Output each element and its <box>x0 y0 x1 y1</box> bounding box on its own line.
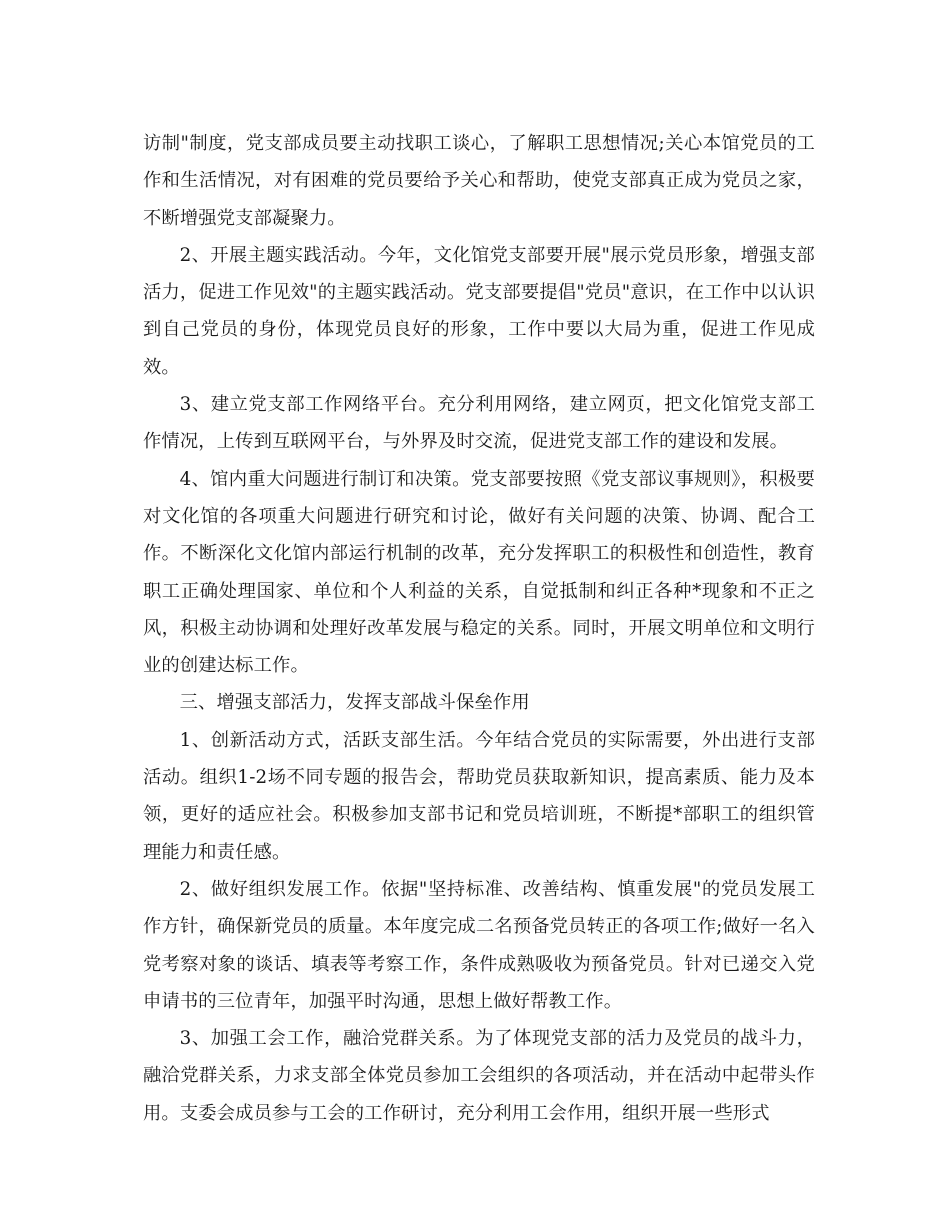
paragraph-continuation: 访制"制度，党支部成员要主动找职工谈心，了解职工思想情况;关心本馆党员的工作和生活情况，对有困难的党员要给予关心和帮助，使党支部真正成为党员之家，不断增强党支部凝聚力。 <box>143 133 815 229</box>
paragraph-item-4-major-decisions: 4、馆内重大问题进行制订和决策。党支部要按照《党支部议事规则》，积极要对文化馆的各项重大问题进行研究和讨论，做好有关问题的决策、协调、配合工作。不断深化文化馆内部运行机制的改革，充分发挥职工的积极性和创造性，教育职工正确处理国家、单位和个人利益的关系，自觉抵制和纠正各种*现象和不正之风，积极主动协调和处理好改革发展与稳定的关系。同时，开展文明单位和文明行业的创建达标工作。 <box>143 468 815 677</box>
paragraph-item-2-theme-practice: 2、开展主题实践活动。今年，文化馆党支部要开展"展示党员形象，增强支部活力，促进工作见效"的主题实践活动。党支部要提倡"党员"意识，在工作中以认识到自己党员的身份，体现党员良好的形象，工作中要以大局为重，促进工作见成效。 <box>143 244 815 378</box>
paragraph-item-1-activities: 1、创新活动方式，活跃支部生活。今年结合党员的实际需要，外出进行支部活动。组织1-2场不同专题的报告会，帮助党员获取新知识，提高素质、能力及本领，更好的适应社会。积极参加支部书记和党员培训班，不断提*部职工的组织管理能力和责任感。 <box>143 729 815 863</box>
paragraph-item-3-network-platform: 3、建立党支部工作网络平台。充分利用网络，建立网页，把文化馆党支部工作情况，上传到互联网平台，与外界及时交流，促进党支部工作的建设和发展。 <box>143 394 815 453</box>
section-heading-three: 三、增强支部活力，发挥支部战斗保垒作用 <box>179 692 530 714</box>
paragraph-item-2-organization: 2、做好组织发展工作。依据"坚持标准、改善结构、慎重发展"的党员发展工作方针，确保新党员的质量。本年度完成二名预备党员转正的各项工作;做好一名入党考察对象的谈话、填表等考察工作，条件成熟吸收为预备党员。针对已递交入党申请书的三位青年，加强平时沟通，思想上做好帮教工作。 <box>143 878 815 1012</box>
paragraph-item-3-union-work: 3、加强工会工作，融洽党群关系。为了体现党支部的活力及党员的战斗力，融洽党群关系，力求支部全体党员参加工会组织的各项活动，并在活动中起带头作用。支委会成员参与工会的工作研讨，充分利用工会作用，组织开展一些形式 <box>143 1028 815 1124</box>
document-body <box>143 125 815 1132</box>
